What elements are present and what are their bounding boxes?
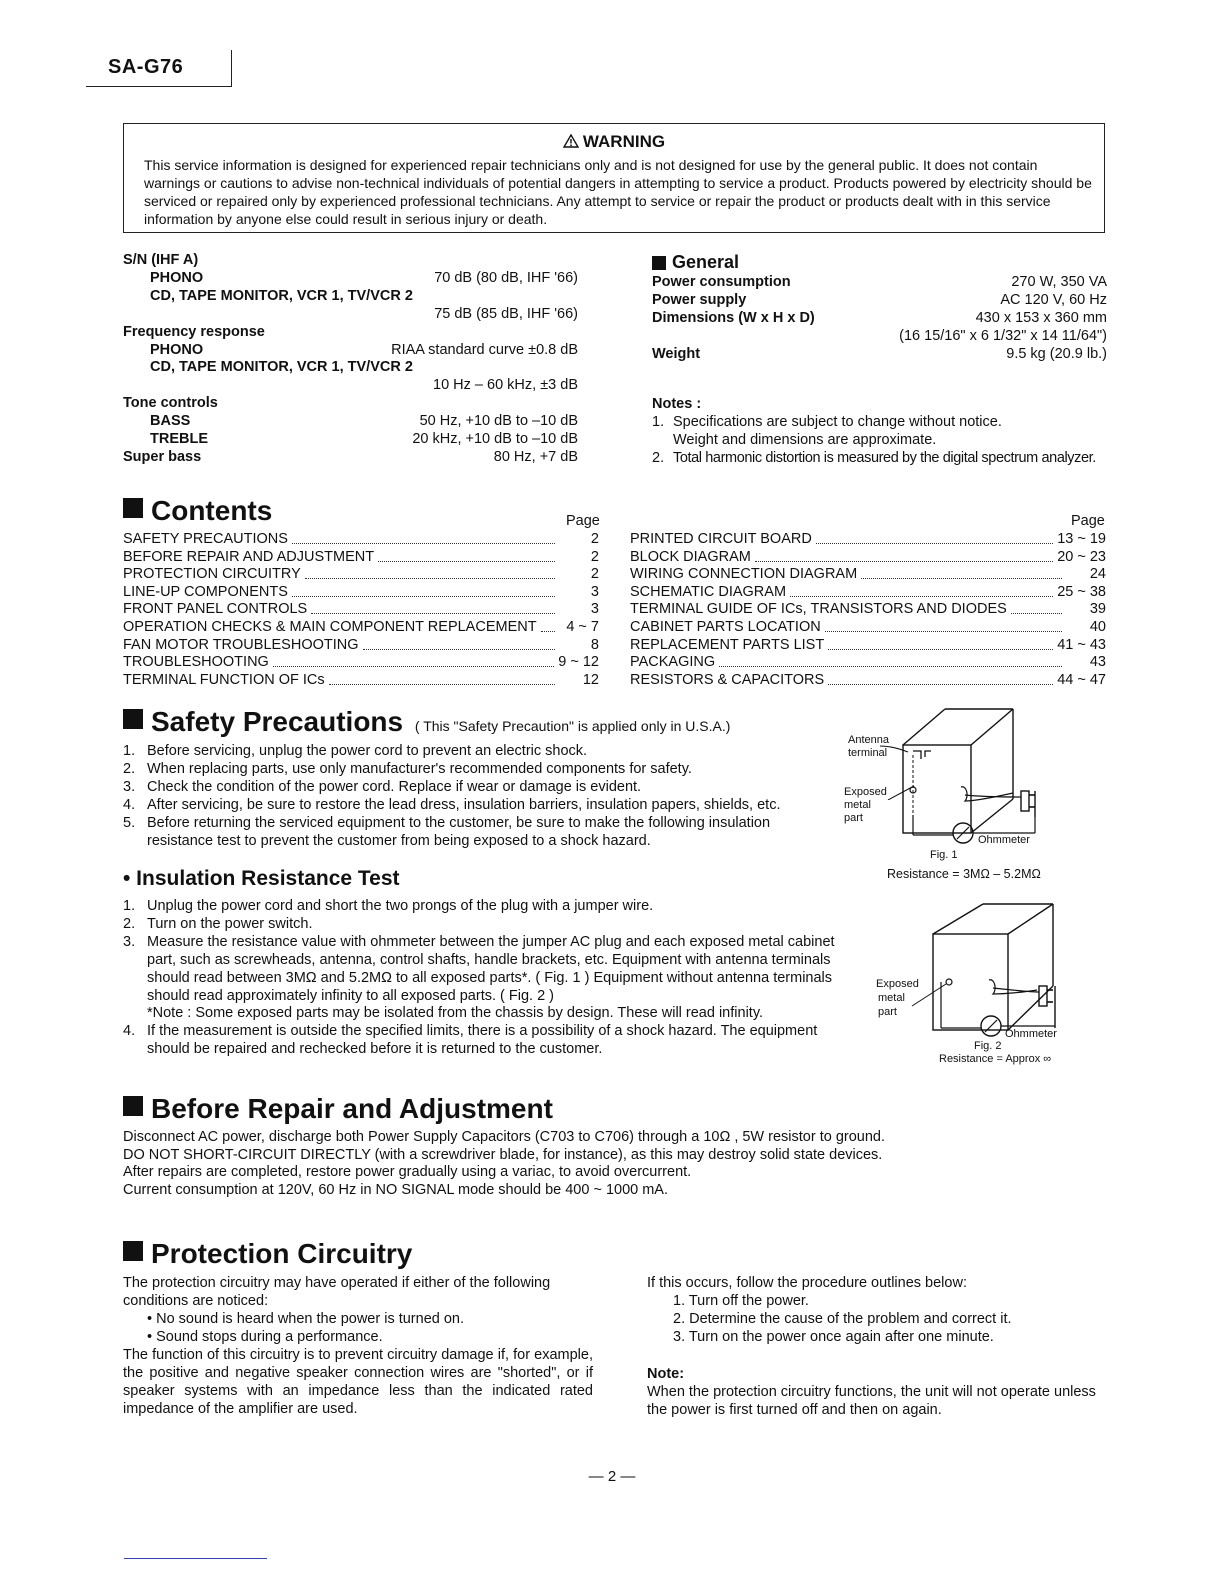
- protection-right-intro: If this occurs, follow the procedure outlines below:: [647, 1275, 967, 1291]
- sn-cd-label: CD, TAPE MONITOR, VCR 1, TV/VCR 2: [150, 288, 413, 304]
- treble-value: 20 kHz, +10 dB to –10 dB: [412, 431, 578, 447]
- safety-item-number: 1.: [123, 743, 136, 759]
- contents-entry-page: 2: [590, 531, 599, 547]
- fig2-diagram: [925, 900, 1065, 1040]
- protection-body: The function of this circuitry is to prevent circuitry damage if, for example, the positive and negative speaker connection wires are "shorted", or if speaker systems with an impedance less than the indicated rated impedance of the amplifier are used.: [123, 1347, 593, 1417]
- bass-value: 50 Hz, +10 dB to –10 dB: [419, 413, 578, 429]
- contents-leader-dots: [1011, 613, 1062, 614]
- protection-step-3: 3. Turn on the power once again after one minute.: [673, 1329, 994, 1345]
- fig2-ohmmeter-label: Ohmmeter: [1005, 1028, 1057, 1040]
- fig1-exposed-label: Exposed: [844, 786, 887, 798]
- superbass-label: Super bass: [123, 449, 202, 465]
- contents-entry-title: CABINET PARTS LOCATION: [630, 619, 821, 635]
- safety-item-text: Check the condition of the power cord. Replace if wear or damage is evident.: [147, 779, 642, 795]
- contents-entry-page: 20 ~ 23: [1057, 548, 1106, 565]
- dimensions-inch-value: (16 15/16" x 6 1/32" x 14 11/64"): [899, 328, 1107, 344]
- protection-note-text: When the protection circuitry functions, the unit will not operate unless the power is first turned off and then on again.: [647, 1384, 1096, 1418]
- fig1-terminal-label: terminal: [848, 747, 888, 759]
- dimensions-value: 430 x 153 x 360 mm: [975, 310, 1107, 326]
- protection-intro: The protection circuitry may have operated if either of the following conditions are noticed:: [123, 1275, 551, 1309]
- sn-cd-value: 75 dB (85 dB, IHF '66): [434, 306, 578, 322]
- contents-entry-page: 44 ~ 47: [1057, 671, 1106, 688]
- square-bullet-icon: [123, 709, 143, 729]
- insulation-title: • Insulation Resistance Test: [123, 867, 400, 890]
- contents-entry: [123, 565, 599, 583]
- header-rule: [86, 86, 232, 87]
- fig1-ohmmeter-label: Ohmmeter: [978, 834, 1030, 846]
- fig2-caption: Fig. 2: [974, 1040, 1002, 1052]
- contents-entry-title: BEFORE REPAIR AND ADJUSTMENT: [123, 548, 375, 565]
- contents-leader-dots: [541, 631, 555, 632]
- contents-page-header-left: Page: [566, 513, 600, 529]
- contents-entry-title: LINE-UP COMPONENTS: [123, 583, 288, 600]
- contents-entry: [630, 671, 1106, 689]
- tone-title: Tone controls: [123, 395, 218, 411]
- safety-title: Safety Precautions: [151, 706, 404, 737]
- contents-entry: [123, 636, 599, 654]
- contents-entry-page: 8: [590, 636, 599, 653]
- bass-label: BASS: [150, 413, 191, 429]
- contents-title: Contents: [151, 495, 273, 526]
- contents-leader-dots: [363, 649, 555, 650]
- note-1-number: 1.: [652, 414, 665, 430]
- treble-label: TREBLE: [150, 431, 208, 447]
- contents-entry-page: 2: [590, 566, 599, 583]
- square-bullet-icon: [123, 1096, 143, 1116]
- before-repair-line: DO NOT SHORT-CIRCUIT DIRECTLY (with a screwdriver blade, for instance), as this may destroy solid state devices.: [123, 1146, 883, 1163]
- power-consumption-label: Power consumption: [652, 274, 791, 290]
- warning-title: WARNING: [582, 132, 666, 151]
- safety-item-number: 4.: [123, 797, 136, 813]
- contents-leader-dots: [292, 596, 555, 597]
- safety-heading: [123, 706, 730, 738]
- contents-entry-page: 3: [590, 583, 599, 600]
- power-supply-label: Power supply: [652, 292, 747, 308]
- note-1-text-b: Weight and dimensions are approximate.: [673, 432, 937, 448]
- protection-step-2: 2. Determine the cause of the problem and correct it.: [673, 1311, 1012, 1327]
- weight-label: Weight: [652, 346, 701, 362]
- superbass-value: 80 Hz, +7 dB: [493, 449, 578, 465]
- contents-entry: [630, 618, 1106, 636]
- insulation-item-text: Turn on the power switch.: [147, 916, 313, 932]
- contents-entry-page: 4 ~ 7: [566, 619, 599, 635]
- contents-entry-title: OPERATION CHECKS & MAIN COMPONENT REPLACEMENT: [123, 619, 537, 635]
- contents-entry: [123, 548, 599, 566]
- fig2-exposed-label: Exposed: [876, 978, 919, 990]
- fig1-caption: Fig. 1: [930, 849, 958, 861]
- safety-item-text: After servicing, be sure to restore the lead dress, insulation barriers, insulation papers, shields, etc.: [147, 797, 781, 813]
- safety-item-number: 3.: [123, 779, 136, 795]
- note-2-number: 2.: [652, 450, 665, 466]
- model-number: SA-G76: [108, 56, 184, 78]
- safety-item-text: Before returning the serviced equipment to the customer, be sure to make the following insulation resistance test to prevent the customer from being exposed to a shock hazard.: [147, 815, 771, 849]
- contents-entry: [630, 653, 1106, 671]
- contents-entry-title: PACKAGING: [630, 654, 716, 671]
- safety-item-number: 5.: [123, 815, 136, 831]
- contents-entry-page: 43: [1089, 654, 1106, 671]
- contents-entry-title: WIRING CONNECTION DIAGRAM: [630, 566, 858, 583]
- insulation-item-text: *Note : Some exposed parts may be isolated from the chassis by design. These will read infinity.: [147, 1005, 764, 1021]
- contents-entry: [630, 548, 1106, 566]
- warning-triangle-icon: [563, 134, 579, 148]
- before-repair-line: Current consumption at 120V, 60 Hz in NO SIGNAL mode should be 400 ~ 1000 mA.: [123, 1181, 669, 1198]
- contents-entry-title: PRINTED CIRCUIT BOARD: [630, 531, 812, 547]
- fig2-part-label: part: [878, 1006, 897, 1018]
- freq-title: Frequency response: [123, 324, 265, 340]
- protection-heading: [123, 1238, 412, 1270]
- insulation-item-number: 1.: [123, 898, 136, 914]
- dimensions-label: Dimensions (W x H x D): [652, 310, 815, 326]
- freq-cd-value: 10 Hz – 60 kHz, ±3 dB: [433, 377, 578, 393]
- contents-entry-title: PROTECTION CIRCUITRY: [123, 566, 301, 583]
- contents-leader-dots: [292, 543, 555, 544]
- contents-entry-title: SCHEMATIC DIAGRAM: [630, 583, 787, 600]
- header-rule-vertical: [231, 50, 232, 87]
- note-2-text: Total harmonic distortion is measured by the digital spectrum analyzer.: [673, 450, 1096, 466]
- protection-note-title: Note:: [647, 1366, 685, 1382]
- before-repair-title: Before Repair and Adjustment: [151, 1093, 553, 1124]
- contents-entry: [630, 530, 1106, 548]
- power-supply-value: AC 120 V, 60 Hz: [1000, 292, 1107, 308]
- square-bullet-icon: [652, 256, 666, 270]
- fig1-metal-label: metal: [844, 799, 871, 811]
- contents-entry: [123, 671, 599, 689]
- contents-entry-title: FRONT PANEL CONTROLS: [123, 601, 308, 618]
- fig2-resistance: Resistance = Approx ∞: [939, 1053, 1052, 1065]
- contents-entry-page: 12: [582, 671, 599, 688]
- contents-entry: [630, 583, 1106, 601]
- contents-leader-dots: [790, 596, 1053, 597]
- contents-entry-title: SAFETY PRECAUTIONS: [123, 531, 288, 547]
- contents-entry: [123, 530, 599, 548]
- sn-phono-label: PHONO: [150, 270, 204, 286]
- freq-cd-label: CD, TAPE MONITOR, VCR 1, TV/VCR 2: [150, 359, 413, 375]
- contents-leader-dots: [816, 543, 1053, 544]
- contents-entry: [123, 583, 599, 601]
- footer-rule: [124, 1558, 267, 1559]
- contents-entry-page: 40: [1089, 619, 1106, 635]
- contents-entry-page: 39: [1089, 601, 1106, 618]
- warning-text: This service information is designed for experienced repair technicians only and is not designed for use by the general public. It does not contain warnings or cautions to advise non-technical individuals of potential dangers in attempting to service a product. Products powered by electricity should be serviced or repaired only by experienced professional technicians. Any attempt to service or repair the product or products dealt with in this service information by anyone else could result in serious injury or death.: [144, 157, 1092, 227]
- safety-subtitle: ( This "Safety Precaution" is applied only in U.S.A.): [414, 718, 731, 734]
- safety-item-text: When replacing parts, use only manufacturer's recommended components for safety.: [147, 761, 692, 777]
- contents-entry-page: 3: [590, 601, 599, 618]
- square-bullet-icon: [123, 1241, 143, 1261]
- protection-bullet-2: • Sound stops during a performance.: [147, 1329, 383, 1345]
- contents-entry: [123, 653, 599, 671]
- power-consumption-value: 270 W, 350 VA: [1011, 274, 1107, 290]
- freq-phono-label: PHONO: [150, 342, 204, 358]
- protection-bullet-1: • No sound is heard when the power is turned on.: [147, 1311, 465, 1327]
- before-repair-line: After repairs are completed, restore power gradually using a variac, to avoid overcurrent.: [123, 1164, 692, 1180]
- contents-entry-title: RESISTORS & CAPACITORS: [630, 671, 825, 688]
- before-repair-line: Disconnect AC power, discharge both Power Supply Capacitors (C703 to C706) through a 10Ω , 5W resistor to ground.: [123, 1129, 886, 1145]
- general-heading: [652, 252, 739, 273]
- insulation-item-text: If the measurement is outside the specified limits, there is a possibility of a shock hazard. The equipment should be repaired and rechecked before it is returned to the customer.: [147, 1023, 818, 1057]
- contents-leader-dots: [311, 613, 555, 614]
- safety-item-number: 2.: [123, 761, 136, 777]
- contents-entry: [630, 600, 1106, 618]
- contents-entry-title: REPLACEMENT PARTS LIST: [630, 636, 825, 653]
- fig2-metal-label: metal: [878, 992, 905, 1004]
- contents-entry: [630, 565, 1106, 583]
- protection-title: Protection Circuitry: [151, 1238, 413, 1269]
- contents-entry-page: 24: [1089, 566, 1106, 583]
- contents-entry: [630, 636, 1106, 654]
- contents-entry-page: 41 ~ 43: [1057, 636, 1106, 653]
- general-title: General: [672, 252, 740, 272]
- contents-entry-page: 25 ~ 38: [1057, 583, 1106, 600]
- contents-leader-dots: [861, 578, 1062, 579]
- contents-leader-dots: [828, 649, 1053, 650]
- notes-title: Notes :: [652, 396, 702, 412]
- warning-box: [123, 123, 1105, 233]
- contents-entry-title: TERMINAL FUNCTION OF ICs: [123, 671, 325, 688]
- before-repair-heading: [123, 1093, 553, 1125]
- contents-leader-dots: [329, 684, 555, 685]
- contents-entry-title: FAN MOTOR TROUBLESHOOTING: [123, 636, 359, 653]
- sn-title: S/N (IHF A): [123, 252, 199, 268]
- contents-heading: [123, 495, 272, 527]
- contents-leader-dots: [825, 631, 1062, 632]
- insulation-item-text: Measure the resistance value with ohmmeter between the jumper AC plug and each exposed metal cabinet part, such as screwheads, antenna, control shafts, handle brackets, etc. Equipment with antenna terminals should read between 3MΩ and 5.2MΩ to all exposed parts*. ( Fig. 1 ) Equipment without antenna terminals should read approximately infinity to all exposed parts. ( Fig. 2 ): [147, 934, 835, 1004]
- square-bullet-icon: [123, 498, 143, 518]
- contents-entry-title: BLOCK DIAGRAM: [630, 548, 751, 565]
- protection-step-1: 1. Turn off the power.: [673, 1293, 809, 1309]
- fig1-antenna-label: Antenna: [848, 734, 889, 746]
- contents-leader-dots: [273, 666, 554, 667]
- fig1-resistance: Resistance = 3MΩ – 5.2MΩ: [887, 867, 1041, 881]
- page-number: — 2 —: [588, 1468, 636, 1485]
- insulation-item-number: 3.: [123, 934, 136, 950]
- fig1-part-label: part: [844, 812, 863, 824]
- contents-leader-dots: [378, 561, 555, 562]
- insulation-item-text: Unplug the power cord and short the two prongs of the plug with a jumper wire.: [147, 898, 654, 914]
- warning-heading: [124, 132, 1104, 152]
- note-1-text: Specifications are subject to change without notice.: [673, 414, 1002, 430]
- contents-entry: [123, 618, 599, 636]
- contents-leader-dots: [305, 578, 555, 579]
- contents-entry-title: TERMINAL GUIDE OF ICs, TRANSISTORS AND DIODES: [630, 601, 1007, 618]
- safety-item-text: Before servicing, unplug the power cord to prevent an electric shock.: [147, 743, 588, 759]
- contents-entry-page: 9 ~ 12: [558, 654, 599, 671]
- contents-leader-dots: [828, 684, 1053, 685]
- contents-entry-page: 13 ~ 19: [1057, 531, 1106, 547]
- contents-entry-title: TROUBLESHOOTING: [123, 654, 269, 671]
- contents-leader-dots: [719, 666, 1062, 667]
- weight-value: 9.5 kg (20.9 lb.): [1006, 346, 1107, 362]
- freq-phono-value: RIAA standard curve ±0.8 dB: [391, 342, 578, 358]
- sn-phono-value: 70 dB (80 dB, IHF '66): [434, 270, 578, 286]
- contents-entry-page: 2: [590, 548, 599, 565]
- contents-page-header-right: Page: [1071, 513, 1105, 529]
- insulation-item-number: 4.: [123, 1023, 136, 1039]
- contents-entry: [123, 600, 599, 618]
- insulation-item-number: 2.: [123, 916, 136, 932]
- contents-leader-dots: [755, 561, 1053, 562]
